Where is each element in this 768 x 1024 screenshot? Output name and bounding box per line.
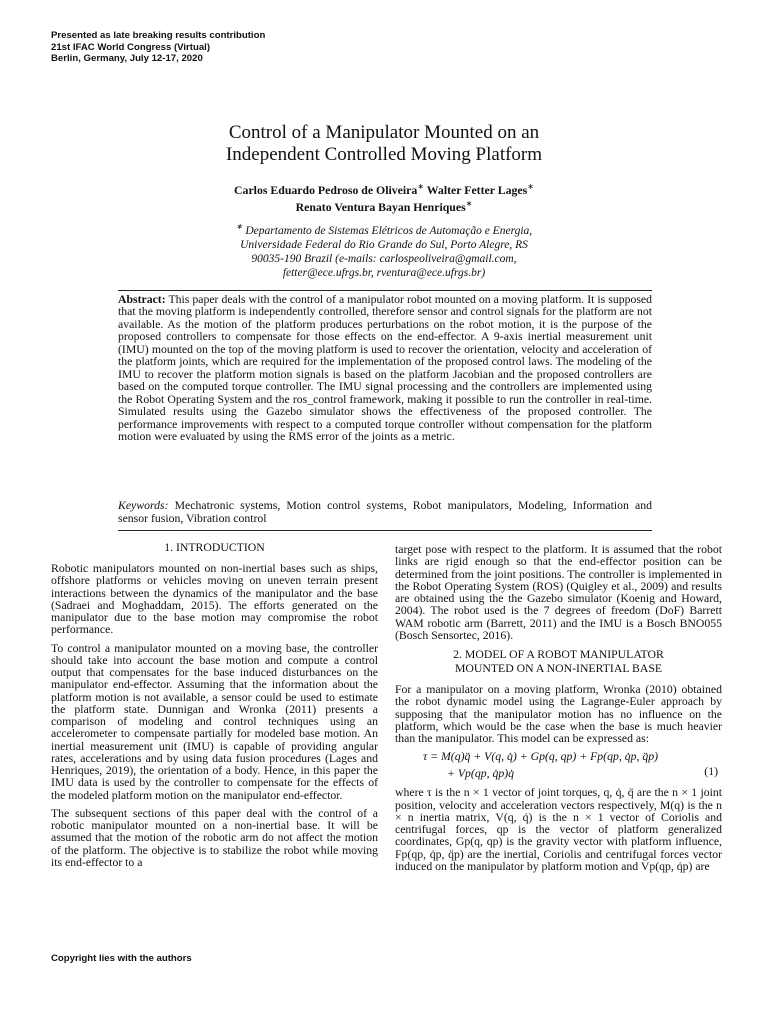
title-line-2: Independent Controlled Moving Platform	[225, 144, 543, 165]
paper-title	[0, 122, 768, 166]
intro-paragraph-3: The subsequent sections of this paper deal with the control of a robotic manipulator mounted on a non-inertial base. It will be assumed that the motion of the robotic arm do not affect the motion of the platform. The objective is to stabilize the robot while moving its end-effector to a	[51, 806, 378, 869]
keywords-text: Mechatronic systems, Motion control systems, Robot manipulators, Modeling, Information and sensor fusion, Vibration control	[118, 499, 652, 525]
author-2: Walter Fetter Lages	[426, 182, 528, 197]
equation-1	[395, 751, 722, 785]
header-line-2: 21st IFAC World Congress (Virtual)	[51, 41, 211, 53]
copyright-footer: Copyright lies with the authors	[51, 953, 192, 964]
author-list	[0, 180, 768, 215]
abstract-label: Abstract:	[118, 293, 166, 306]
right-column	[395, 544, 722, 879]
author-2-mark: ∗	[527, 182, 534, 191]
title-line-1: Control of a Manipulator Mounted on an	[228, 122, 540, 143]
affiliation-line-2: Universidade Federal do Rio Grande do Sul, Porto Alegre, RS	[240, 238, 528, 251]
affiliation-line-1: Departamento de Sistemas Elétricos de Automação e Energia,	[245, 224, 533, 237]
author-3: Renato Ventura Bayan Henriques	[295, 200, 466, 215]
intro-paragraph-4: target pose with respect to the platform. It is assumed that the robot links are rigid enough so that the end-effector position can be determined from the joint positions. The controller is implemented in the Robot Operating System (ROS) (Quigley et al., 2009) and results are obtained using the the Gazebo simulator (Koenig and Howard, 2004). The robot used is the 7 degrees of freedom (DoF) Barrett WAM robotic arm (Barrett, 2011) and the IMU is a Bosch BNO055 (Bosch Sensortec, 2016).	[395, 543, 722, 642]
author-1-mark: ∗	[417, 182, 425, 191]
left-column	[51, 541, 378, 875]
equation-1-number: (1)	[704, 765, 718, 779]
affiliation-line-3: 90035-190 Brazil (e-mails: carlospeoliveira@gmail.com,	[251, 252, 517, 265]
affiliation-mark: ∗	[235, 222, 243, 231]
conference-header	[51, 30, 265, 65]
affiliation-line-4: fetter@ece.ufrgs.br, rventura@ece.ufrgs.br)	[282, 266, 486, 279]
equation-1-line-2: + Vp(qp, q̇p)q̇	[447, 767, 514, 781]
abstract-top-rule	[118, 290, 652, 291]
keywords	[118, 499, 652, 525]
equation-1-line-1: τ = M(q)q̈ + V(q, q̇) + Gp(q, qp) + Fp(qp, q̇p, q̈p)	[423, 750, 658, 764]
intro-paragraph-1: Robotic manipulators mounted on non-inertial bases such as ships, offshore platforms or vehicles moving on uneven terrain present interactions between the dynamics of the manipulator and the base (Sadraei and Moghaddam, 2015). The efforts generated on the manipulator due to the base motion may compromise the robot performance.	[51, 562, 378, 637]
header-line-1: Presented as late breaking results contribution	[51, 30, 266, 41]
intro-paragraph-2: To control a manipulator mounted on a moving base, the controller should take into account the base motion and compute a control output that compensates for the base induced disturbances on the manipulator end-effector. Assuming that the information about the platform motion is not available, a sensor could be used to estimate the platform state. Dunnigan and Wronka (2011) presents a comparison of modeling and control techniques using an accelerometer to compensate partially for modeled base motion. An inertial measurement unit (IMU) is capable of providing angular rates, accelerations and by using data fusion procedures (Lages and Henriques, 2019), the orientation of a body. Hence, in this paper the IMU data is used by the controller to compensate for the effects of the modeled platform motion on the manipulator end-effector.	[51, 641, 378, 802]
model-paragraph-1: For a manipulator on a moving platform, Wronka (2010) obtained the robot dynamic model using the Lagrange-Euler approach by supposing that the manipulator motion has no influence on the platform, which would be the case when the base is much heavier than the manipulator. This model can be expressed as:	[395, 683, 722, 745]
author-3-mark: ∗	[465, 199, 473, 209]
author-1: Carlos Eduardo Pedroso de Oliveira	[234, 182, 418, 197]
affiliation	[0, 220, 768, 280]
section-heading-model-line-1: 2. MODEL OF A ROBOT MANIPULATOR	[453, 648, 664, 661]
section-heading-introduction: 1. INTRODUCTION	[164, 541, 265, 554]
model-paragraph-2: where τ is the n × 1 vector of joint torques, q, q̇, q̈ are the n × 1 joint position, velocity and acceleration vectors respectively, M(q) is the n × n inertia matrix, V(q, q̇) is the n × 1 vector of Coriolis and centrifugal forces, qp is the vector of platform generalized coordinates, Gp(q, qp) is the gravity vector with platform influence, Fp(qp, q̇p, q̈p) are the inertial, Coriolis and centrifugal forces vector induced on the manipulator by platform motion and Vp(qp, q̇p) are	[395, 786, 722, 873]
abstract-text: This paper deals with the control of a manipulator robot mounted on a moving platform. It is supposed that the moving platform is independently controlled, therefore sensor and control signals for the platform are not available. As the motion of the platform produces perturbations on the robot motion, it is the purpose of the proposed controllers to compensate for those effects on the end-effector. A 9-axis inertial measurement unit (IMU) mounted on the top of the moving platform is used to recover the orientation, velocity and acceleration of the platform joints, which are required for the implementation of the proposed control laws. The modeling of the IMU to recover the platform motion signals is based on the platform Jacobian and the proposed controllers are based on the computed torque controller. The IMU signal processing and the controllers are implemented using the Robot Operating System and the ros_control framework, making it possible to run the controller in real-time. Simulated results using the Gazebo simulator shows the effectiveness of the proposed controller. The performance improvements with respect to a computed torque controller without compensation for the platform motion were evaluated by using the RMS error of the joints as a metric.	[118, 293, 652, 443]
abstract	[118, 294, 652, 443]
abstract-bottom-rule	[118, 530, 652, 531]
header-line-3: Berlin, Germany, July 12-17, 2020	[51, 53, 203, 64]
section-heading-model-line-2: MOUNTED ON A NON-INERTIAL BASE	[454, 662, 663, 675]
section-heading-model	[395, 648, 722, 676]
keywords-label: Keywords:	[118, 499, 169, 512]
